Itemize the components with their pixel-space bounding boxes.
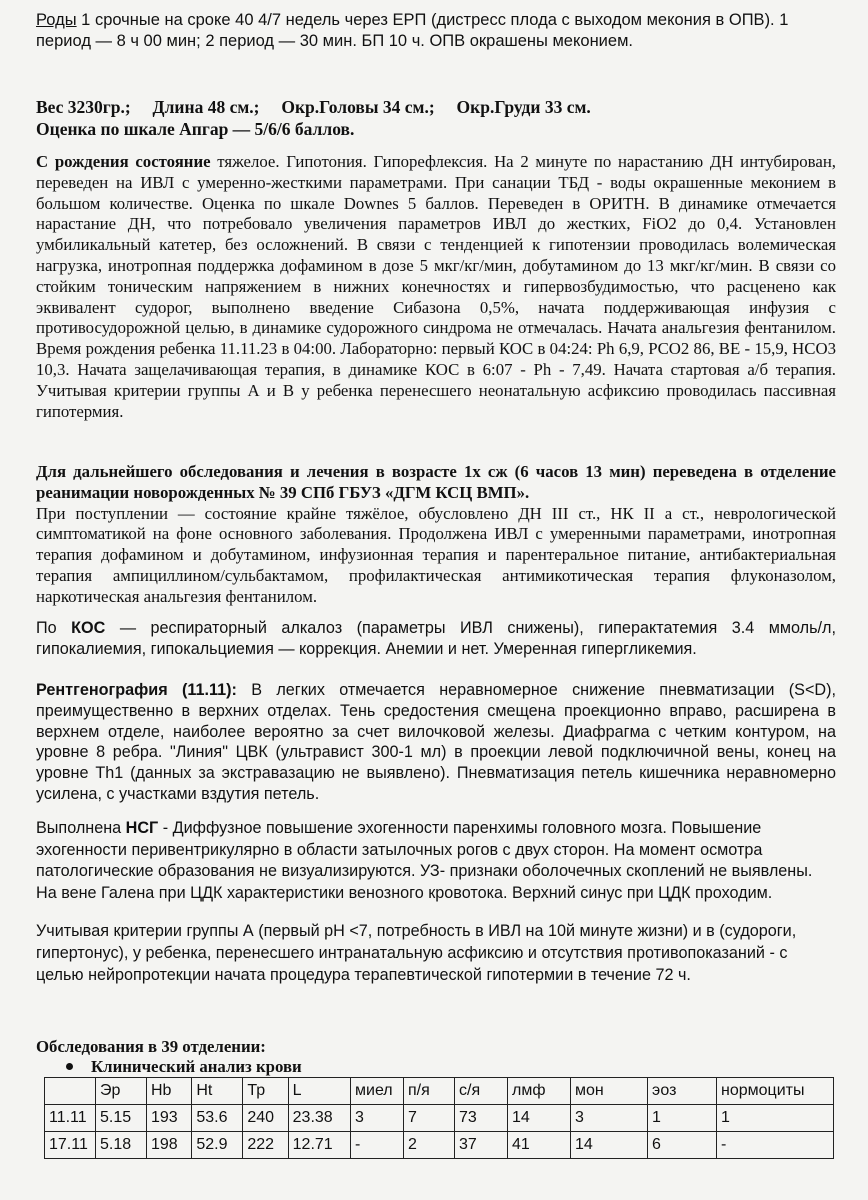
table-cell: 41: [508, 1132, 571, 1159]
table-header-cell: Эр: [96, 1078, 147, 1105]
blood-table: [44, 1077, 834, 1159]
kos-bold: КОС: [71, 619, 106, 637]
table-cell: 52.9: [192, 1132, 243, 1159]
kos-text: — респираторный алкалоз (параметры ИВЛ снижены), гиперактатемия 3.4 ммоль/л, гипокалиемия, гипокальциемия — коррекция. Анемии и нет. Умеренная гипергликемия.: [36, 619, 836, 658]
transfer-heading: Для дальнейшего обследования и лечения в возрасте 1х сж (6 часов 13 мин) переведена в отделение реанимации новорожденных № 39 СПб ГБУЗ «ДГМ КСЦ ВМП».: [36, 462, 836, 502]
bullet-icon: [66, 1063, 73, 1070]
table-header-row: [45, 1078, 834, 1105]
table-cell: 37: [455, 1132, 508, 1159]
table-cell: 73: [455, 1105, 508, 1132]
table-header-cell: п/я: [404, 1078, 455, 1105]
exams-heading: Обследования в 39 отделении:: [36, 1037, 266, 1056]
table-cell: 7: [404, 1105, 455, 1132]
measures-line-2: Оценка по шкале Апгар — 5/6/6 баллов.: [36, 119, 355, 139]
table-cell: 53.6: [192, 1105, 243, 1132]
table-cell: 1: [648, 1105, 717, 1132]
transfer-section: [36, 462, 836, 608]
table-cell: -: [351, 1132, 404, 1159]
hypothermia-text: Учитывая критерии группы А (первый pH <7, потребность в ИВЛ на 10й минуте жизни) и в (судороги, гипертонус), у ребенка, перенесшего интранатальную асфиксию и отсутствия противопоказаний - с целью нейропротекции начата процедура терапевтической гипотермии в течение 72 ч.: [36, 922, 797, 984]
kos-prefix: По: [36, 619, 72, 637]
measures-section: [36, 96, 836, 140]
nsg-prefix: Выполнена: [36, 819, 126, 837]
table-row: [45, 1132, 834, 1159]
table-cell: 5.15: [96, 1105, 147, 1132]
table-header-cell: мон: [571, 1078, 648, 1105]
transfer-text: При поступлении — состояние крайне тяжёлое, обусловлено ДН III ст., НК II а ст., неврологической симптоматикой на фоне основного заболевания. Продолжена ИВЛ с умеренными параметрами, инотропная терапия дофамином и добутамином, инфузионная терапия и парентеральное питание, антибактериальная терапия ампициллином/сульбактамом, профилактическая антимикотическая терапия флуконазолом, наркотическая анальгезия фентанилом.: [36, 503, 836, 606]
table-cell: 23.38: [288, 1105, 350, 1132]
xray-section: [36, 680, 836, 805]
blood-table-wrap: [44, 1077, 834, 1159]
xray-bold: Рентгенография (11.11):: [36, 681, 237, 699]
table-header-cell: миел: [351, 1078, 404, 1105]
measures-line-1: Вес 3230гр.; Длина 48 см.; Окр.Головы 34 см.; Окр.Груди 33 см.: [36, 97, 591, 117]
nsg-bold: НСГ: [125, 819, 159, 837]
table-cell: 12.71: [288, 1132, 350, 1159]
table-cell: 198: [146, 1132, 191, 1159]
table-cell: 3: [351, 1105, 404, 1132]
birth-state-heading: С рождения состояние: [36, 152, 211, 171]
table-header-cell: лмф: [508, 1078, 571, 1105]
nsg-text: - Диффузное повышение эхогенности паренхимы головного мозга. Повышение эхогенности перивентрикулярно в области затылочных рогов с двух сторон. На момент осмотра патологические образования не визуализируются. УЗ- признаки оболочечных скоплений не выявлены. На вене Галена при ЦДК характеристики венозного кровотока. Верхний синус при ЦДК проходим.: [36, 819, 813, 902]
table-cell: 193: [146, 1105, 191, 1132]
table-cell: 6: [648, 1132, 717, 1159]
table-header-cell: Ht: [192, 1078, 243, 1105]
table-cell: 17.11: [45, 1132, 96, 1159]
delivery-section: [36, 10, 836, 52]
table-header-cell: с/я: [455, 1078, 508, 1105]
table-header-cell: эоз: [648, 1078, 717, 1105]
birth-state-text: тяжелое. Гипотония. Гипорефлексия. На 2 минуте по нарастанию ДН интубирован, переведен на ИВЛ с умеренно-жесткими параметрами. При санации ТБД - воды окрашенные меконием в большом количестве. Оценка по шкале Downes 5 баллов. Переведен в ОРИТН. В динамике отмечается нарастание ДН, что потребовало увеличения параметров ИВЛ до жестких, FiO2 до 0,4. Установлен умбиликальный катетер, без осложнений. В связи с тенденцией к гипотензии проводилась волемическая нагрузка, инотропная поддержка дофамином в дозе 5 мкг/кг/мин, добутамином до 13 мкг/кг/мин. В связи со стойким тоническим напряжением в нижних конечностях и гипервозбудимостью, что расценено как эквивалент судорог, выполнено введение Сибазона 0,5%, начата поддерживающая инфузия с противосудорожной целью, в динамике судорожного синдрома не отмечалась. Начата анальгезия фентанилом. Время рождения ребенка 11.11.23 в 04:00. Лабораторно: первый КОС в 04:24: Ph 6,9, PCO2 86, BE - 15,9, HCO3 10,3. Начата защелачивающая терапия, в динамике КОС в 6:07 - Ph - 7,49. Начата стартовая а/б терапия. Учитывая критерии группы А и В у ребенка перенесшего неонатальную асфиксию проводилась пассивная гипотермия.: [36, 152, 836, 421]
table-cell: 5.18: [96, 1132, 147, 1159]
table-cell: 1: [717, 1105, 834, 1132]
table-cell: 2: [404, 1132, 455, 1159]
table-header-cell: [45, 1078, 96, 1105]
table-cell: 240: [243, 1105, 288, 1132]
xray-text: В легких отмечается неравномерное снижение пневматизации (S<D), преимущественно в верхних отделах. Тень средостения смещена проекционно вправо, расширена в верхнем отделе, наиболее вероятно за счет вилочковой железы. Диафрагма с четким контуром, на уровне 8 ребра. "Линия" ЦВК (ультравист 300-1 мл) в проекции левой подключичной вены, конец на уровне Th1 (данных за экстравазацию не выявлено). Пневматизация петель кишечника неравномерно усилена, с участками вздутия петель.: [36, 681, 836, 803]
table-cell: 3: [571, 1105, 648, 1132]
nsg-section: [36, 818, 821, 904]
table-header-cell: L: [288, 1078, 350, 1105]
exams-bullet: Клинический анализ крови: [91, 1057, 302, 1076]
table-cell: 14: [571, 1132, 648, 1159]
table-cell: 14: [508, 1105, 571, 1132]
kos-section: [36, 618, 836, 660]
table-header-cell: Тр: [243, 1078, 288, 1105]
table-row: [45, 1105, 834, 1132]
birth-state-section: [36, 152, 836, 422]
table-cell: 222: [243, 1132, 288, 1159]
table-header-cell: нормоциты: [717, 1078, 834, 1105]
delivery-label: Роды: [36, 11, 77, 29]
table-header-cell: Hb: [146, 1078, 191, 1105]
exams-section: [36, 1037, 836, 1077]
table-cell: 11.11: [45, 1105, 96, 1132]
hypothermia-section: [36, 920, 821, 986]
delivery-text: 1 срочные на сроке 40 4/7 недель через ЕРП (дистресс плода с выходом мекония в ОПВ). 1 период — 8 ч 00 мин; 2 период — 30 мин. БП 10 ч. ОПВ окрашены меконием.: [36, 11, 789, 50]
table-cell: -: [717, 1132, 834, 1159]
